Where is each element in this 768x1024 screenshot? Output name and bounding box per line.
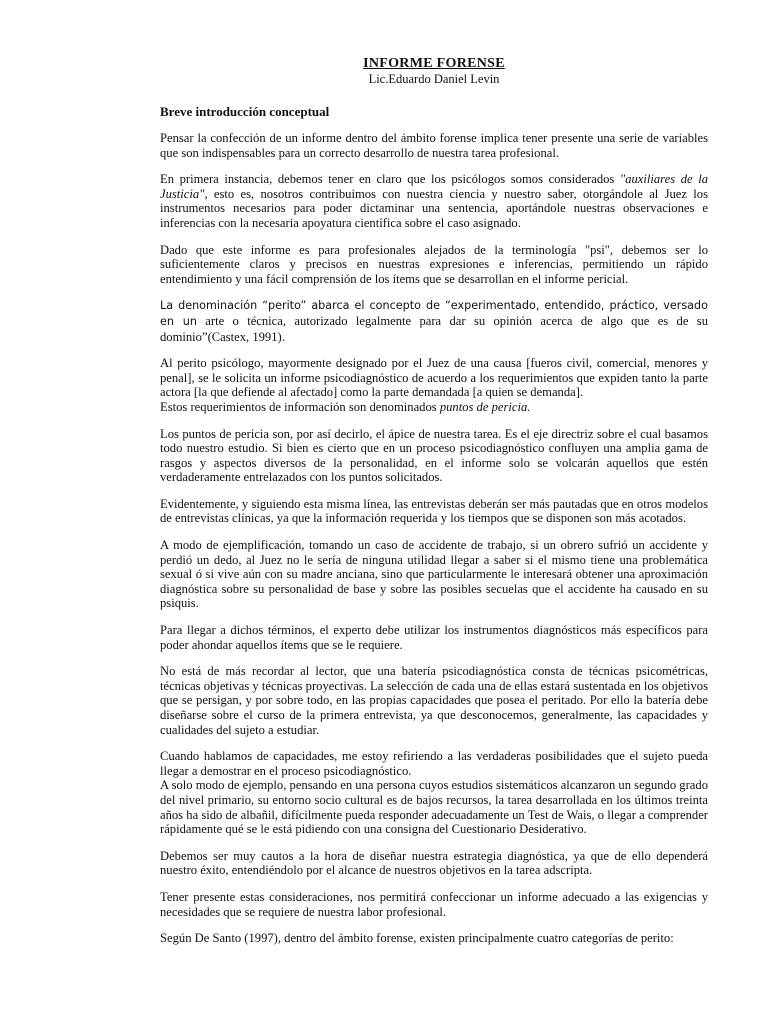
paragraph-5-text-a: Al perito psicólogo, mayormente designado por el Juez de una causa [fueros civil, comercial, menores y penal], se le solicita un informe psicodiagnóstico de acuerdo a los requerimientos que expiden tanto la parte actora [la que defiende al afectado] como la parte demandada [a quien se demanda]. [160, 356, 708, 400]
section-heading: Breve introducción conceptual [160, 104, 330, 119]
document-title: INFORME FORENSE [363, 56, 505, 71]
paragraph-4-sans-line: La denominación “perito” abarca el concepto de “experimentado, entendido, práctico, versado en un [160, 299, 708, 328]
paragraph-7: Evidentemente, y siguiendo esta misma línea, las entrevistas deberán ser más pautadas que en otros modelos de entrevistas clínicas, ya que la información requerida y los tiempos que se disponen son más acotados. [160, 496, 708, 526]
paragraph-2-emphasis: "auxiliares de la Justicia" [160, 172, 708, 201]
paragraph-8: A modo de ejemplificación, tomando un caso de accidente de trabajo, si un obrero sufrió un accidente y perdió un dedo, al Juez no le sería de ninguna utilidad llegar a saber si el mismo tiene una problemática sexual ó si vive aún con su madre anciana, sino que particularmente le interesará obtener una aproximación diagnóstica sobre su personalidad de base y sobre las posibles secuelas que el accidente ha causado en su psiquis. [160, 538, 708, 611]
paragraph-5 [160, 356, 708, 414]
paragraph-14: Según De Santo (1997), dentro del ámbito forense, existen principalmente cuatro categorías de perito: [160, 931, 674, 946]
paragraph-12: Debemos ser muy cautos a la hora de diseñar nuestra estrategia diagnóstica, ya que de ello dependerá nuestro éxito, entendiéndolo por el alcance de nuestros objetivos en la tarea adscripta. [160, 848, 708, 878]
paragraph-6: Los puntos de pericia son, por así decirlo, el ápice de nuestra tarea. Es el eje directriz sobre el cual basamos todo nuestro estudio. Si bien es cierto que en un proceso psicodiagnóstico confluyen una amplia gama de rasgos y aspectos diversos de la personalidad, en el informe solo se volcarán aquellos que estén verdaderamente entrelazados con los puntos solicitados. [160, 426, 708, 485]
paragraph-1: Pensar la confección de un informe dentro del ámbito forense implica tener presente una serie de variables que son indispensables para un correcto desarrollo de nuestra tarea profesional. [160, 131, 708, 160]
document-author: Lic.Eduardo Daniel Levin [368, 72, 500, 86]
paragraph-2-text-b: , esto es, nosotros contribuimos con nuestra ciencia y nuestro saber, otorgándole al Juez los instrumentos necesarios para poder dictaminar una sentencia, aportándole nuestras observaciones e inferencias con la necesaria apoyatura científica sobre el caso asignado. [160, 186, 708, 230]
paragraph-11-text-a: Cuando hablamos de capacidades, me estoy refiriendo a las verdaderas posibilidades que el sujeto pueda llegar a demostrar en el proceso psicodiagnóstico. [160, 749, 708, 778]
paragraph-4 [160, 298, 708, 344]
paragraph-5-text-b: Estos requerimientos de información son denominados [160, 399, 440, 414]
paragraph-3: Dado que este informe es para profesionales alejados de la terminología "psi", debemos ser lo suficientemente claros y precisos en nuestras expresiones e inferencias, permitiendo un rápido entendimiento y una fácil comprensión de los ítems que se desarrollan en el informe pericial. [160, 242, 708, 286]
paragraph-11 [160, 749, 708, 837]
paragraph-11-text-b: A solo modo de ejemplo, pensando en una persona cuyos estudios sistemáticos alcanzaron un segundo grado del nivel primario, su entorno socio cultural es de bajos recursos, la tarea desarrollada en los últimos treinta años ha sido de albañil, difícilmente pueda responder adecuadamente un Test de Wais, o llegar a comprender rápidamente qué se le está pidiendo con una consigna del Cuestionario Desiderativo. [160, 778, 708, 837]
paragraph-13: Tener presente estas consideraciones, nos permitirá confeccionar un informe adecuado a las exigencias y necesidades que se requiere de nuestra labor profesional. [160, 889, 708, 919]
paragraph-10: No está de más recordar al lector, que una batería psicodiagnóstica consta de técnicas psicométricas, técnicas objetivas y técnicas proyectivas. La selección de cada una de ellas estará sustentada en los objetivos que se persigan, y por sobre todo, en las propias capacidades que posea el peritado. Por ello la batería debe diseñarse sobre el curso de la primera entrevista, ya que desconocemos, generalmente, las capacidades y cualidades del sujeto a estudiar. [160, 664, 708, 737]
paragraph-9: Para llegar a dichos términos, el experto debe utilizar los instrumentos diagnósticos más específicos para poder ahondar aquellos ítems que se le requiere. [160, 623, 708, 652]
paragraph-4-rest: arte o técnica, autorizado legalmente para dar su opinión acerca de algo que es de su dominio”(Castex, 1991). [160, 313, 709, 344]
paragraph-2-text-a: En primera instancia, debemos tener en claro que los psicólogos somos considerados [160, 172, 620, 187]
paragraph-5-emphasis: puntos de pericia. [439, 399, 531, 414]
paragraph-2 [160, 172, 708, 230]
